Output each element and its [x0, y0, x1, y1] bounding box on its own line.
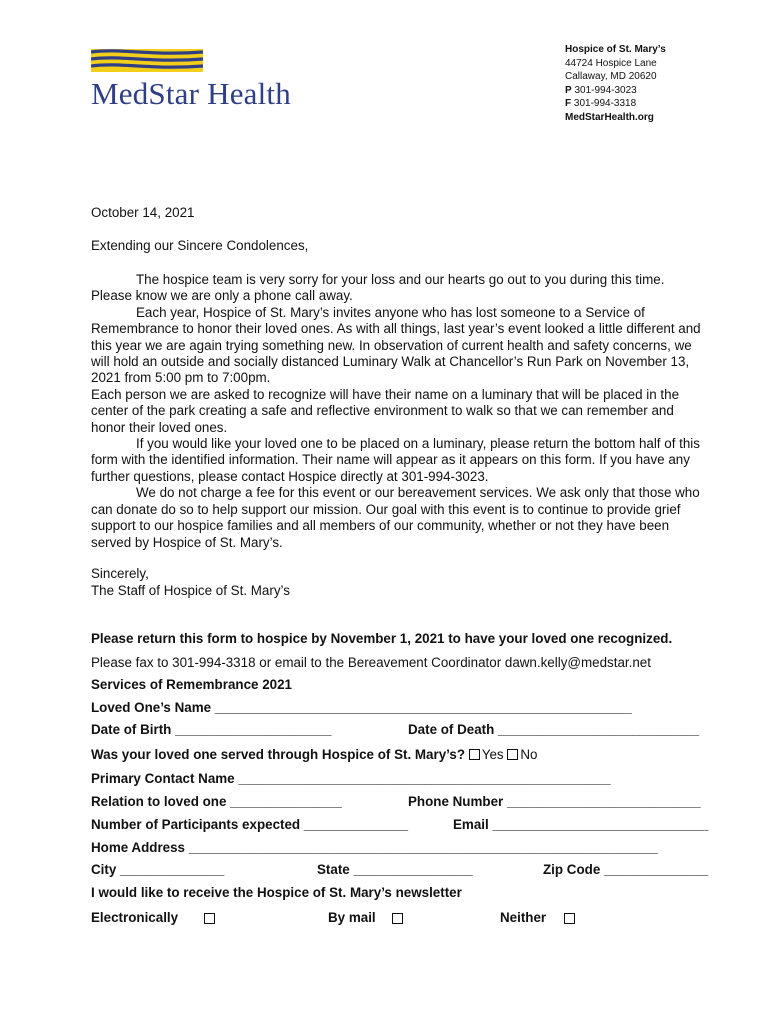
served-no-label: No: [520, 747, 538, 762]
served-question: Was your loved one served through Hospice of St. Mary’s?: [91, 747, 466, 762]
participants-field[interactable]: Number of Participants expected ______________: [91, 817, 409, 832]
fax-number: 301-994-3318: [573, 98, 637, 109]
fax-prefix: F: [565, 98, 572, 109]
return-instruction: Please return this form to hospice by November 1, 2021 to have your loved one recognized.: [91, 631, 673, 646]
body-line: The hospice team is very sorry for your loss and our hearts go out to you during this time.: [136, 272, 665, 287]
body-line: Remembrance to honor their loved ones. As with all things, last year’s event looked a little different and: [91, 321, 701, 337]
body-line: this year we are again trying something new. In observation of current health and safety concerns, we: [91, 337, 692, 353]
body-line: support to our hospice families and all members of our community, whether or not they have been: [91, 518, 670, 534]
phone-line: [565, 84, 666, 98]
by-mail-checkbox[interactable]: [392, 913, 403, 924]
logo-text: MedStar Health: [91, 76, 291, 111]
served-no-checkbox[interactable]: [507, 749, 518, 760]
letter-closing: Sincerely,: [91, 566, 149, 581]
body-line: will hold an outside and socially distanced Luminary Walk at Chancellor’s Run Park on November 13,: [91, 354, 690, 370]
body-line: form with the identified information. Their name will appear as it appears on this form. If you have any: [91, 452, 690, 468]
body-line: can donate do so to help support our mission. Our goal with this event is to continue to provide grief: [91, 501, 681, 517]
state-field[interactable]: State ________________: [317, 862, 473, 877]
served-yes-label: Yes: [481, 747, 504, 762]
body-line: further questions, please contact Hospice directly at 301-994-3023.: [91, 468, 489, 484]
phone-prefix: P: [565, 84, 572, 96]
newsletter-neither-option: [500, 910, 546, 925]
fax-line: [565, 97, 666, 111]
email-field[interactable]: Email _____________________________: [453, 817, 709, 832]
body-line: 2021 from 5:00 pm to 7:00pm.: [91, 370, 271, 386]
loved-ones-name-field[interactable]: Loved One’s Name ________________________________________________________: [91, 700, 632, 715]
date-of-death-field[interactable]: Date of Death ___________________________: [408, 722, 700, 737]
body-line: center of the park creating a safe and reflective environment to walk so that we can remember and: [91, 403, 674, 419]
electronically-label: Electronically: [91, 910, 179, 925]
city-state-zip: Callaway, MD 20620: [565, 71, 657, 82]
street-address: 44724 Hospice Lane: [565, 57, 657, 69]
date-of-birth-field[interactable]: Date of Birth _____________________: [91, 722, 332, 737]
org-name: Hospice of St. Mary’s: [565, 44, 666, 55]
letter-salutation: Extending our Sincere Condolences,: [91, 238, 309, 253]
newsletter-question: I would like to receive the Hospice of St. Mary’s newsletter: [91, 885, 462, 900]
body-line: Each year, Hospice of St. Mary’s invites anyone who has lost someone to a Service of: [136, 304, 645, 320]
address-block: [565, 43, 666, 124]
phone-number-field[interactable]: Phone Number __________________________: [408, 794, 701, 809]
by-mail-label: By mail: [328, 910, 376, 925]
body-line: If you would like your loved one to be placed on a luminary, please return the bottom half of this: [136, 436, 700, 452]
electronically-checkbox[interactable]: [204, 913, 215, 924]
neither-checkbox[interactable]: [564, 913, 575, 924]
newsletter-electronically-option: [91, 910, 178, 925]
body-line: We do not charge a fee for this event or our bereavement services. We ask only that those who: [136, 485, 700, 501]
website-link[interactable]: MedStarHealth.org: [565, 111, 654, 123]
served-yes-checkbox[interactable]: [469, 749, 480, 760]
zip-code-field[interactable]: Zip Code ______________: [543, 862, 709, 877]
phone-number: 301-994-3023: [574, 84, 637, 96]
primary-contact-field[interactable]: Primary Contact Name __________________________________________________: [91, 771, 611, 786]
home-address-field[interactable]: Home Address _______________________________________________________________: [91, 840, 658, 855]
letter-body: [91, 272, 701, 551]
form-section-title: Services of Remembrance 2021: [91, 677, 292, 692]
relation-field[interactable]: Relation to loved one _______________: [91, 794, 342, 809]
body-line: honor their loved ones.: [91, 419, 228, 435]
city-field[interactable]: City ______________: [91, 862, 225, 877]
letter-date: October 14, 2021: [91, 205, 195, 220]
served-question-row: [91, 747, 537, 762]
body-line: Each person we are asked to recognize will have their name on a luminary that will be placed in the: [91, 386, 680, 402]
body-line: Please know we are only a phone call away.: [91, 288, 353, 304]
neither-label: Neither: [500, 910, 547, 925]
body-line: served by Hospice of St. Mary’s.: [91, 534, 283, 550]
newsletter-by-mail-option: [328, 910, 376, 925]
fax-email-instruction: Please fax to 301-994-3318 or email to the Bereavement Coordinator dawn.kelly@medstar.net: [91, 655, 651, 670]
letter-signature: The Staff of Hospice of St. Mary’s: [91, 583, 290, 598]
